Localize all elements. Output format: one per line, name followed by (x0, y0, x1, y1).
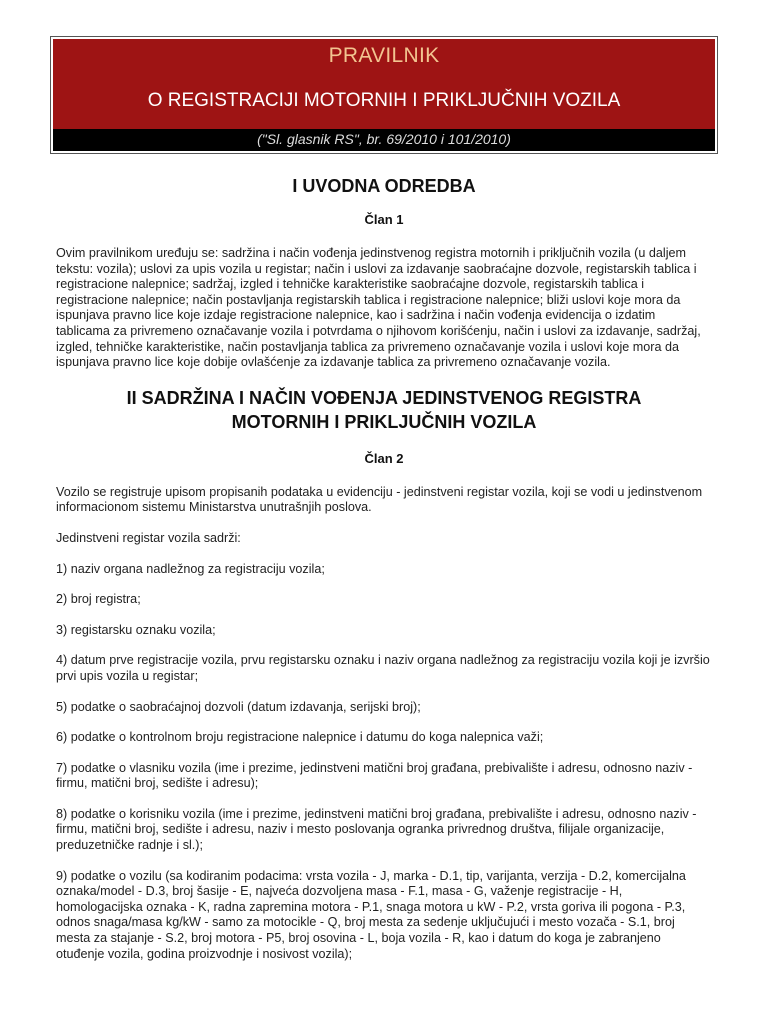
document-title: PRAVILNIK (328, 44, 440, 67)
section-heading-2-line-2: MOTORNIH I PRIKLJUČNIH VOZILA (231, 411, 537, 432)
list-item: 9) podatke o vozilu (sa kodiranim podacima: vrsta vozila - J, marka - D.1, tip, varijanta, verzija - D.2, komercijalna oznaka/model - D.3, broj šasije - E, najveća dozvoljena masa - F.1, masa - G, važenje registracije - H, homologacijska oznaka - K, radna zapremina motora - P.1, snaga motora u kW - P.2, vrsta goriva ili pogona - P.3, odnos snaga/masa kg/kW - samo za motocikle - Q, broj mesta za sedenje uključujući i mesto vozača - S.1, broj mesta za stajanje - S.2, broj motora - P5, broj osovina - L, boja vozila - R, kao i datum do koga je zabranjeno otuđenje vozila, godina proizvodnje i nosivost vozila); (56, 868, 686, 961)
article-2-paragraph: Vozilo se registruje upisom propisanih podataka u evidenciju - jedinstveni registar vozila, koji se vodi u jedinstvenom informacionom sistemu Ministarstva unutrašnjih poslova. (56, 484, 703, 515)
document-subtitle: O REGISTRACIJI MOTORNIH I PRIKLJUČNIH VOZILA (147, 90, 621, 111)
document-body (56, 174, 712, 962)
section-heading-2-line-1: II SADRŽINA I NAČIN VOĐENJA JEDINSTVENOG REGISTRA (126, 387, 642, 408)
gazette-reference: ("Sl. glasnik RS", br. 69/2010 i 101/2010) (53, 129, 715, 151)
list-item: 3) registarsku oznaku vozila; (56, 622, 216, 637)
list-item: 7) podatke o vlasniku vozila (ime i prezime, jedinstveni matični broj građana, prebivalište i adresu, odnosno naziv - firmu, matični broj, sedište i adresu); (56, 760, 693, 791)
list-item: 4) datum prve registracije vozila, prvu registarsku oznaku i naziv organa nadležnog za registraciju vozila koji je izvršio prvi upis vozila u registar; (56, 653, 710, 683)
list-item: 6) podatke o kontrolnom broju registracione nalepnice i datumu do koga nalepnica važi; (56, 730, 544, 745)
list-item: 1) naziv organa nadležnog za registraciju vozila; (56, 561, 325, 576)
list-item: 5) podatke o saobraćajnoj dozvoli (datum izdavanja, serijski broj); (56, 699, 421, 714)
article-2-paragraph: Jedinstveni registar vozila sadrži: (56, 530, 241, 545)
header-title-band (53, 39, 715, 129)
section-heading-1: I UVODNA ODREDBA (292, 176, 476, 196)
list-item: 2) broj registra; (56, 592, 141, 607)
article-heading-1: Član 1 (364, 212, 404, 227)
section-heading-2 (56, 386, 712, 434)
list-item: 8) podatke o korisniku vozila (ime i prezime, jedinstveni matični broj građana, prebivalište i adresu, odnosno naziv - firmu, matični broj, sedište i adresu, naziv i mesto poslovanja ogranka privrednog društva, filijale organizacije, preduzetničke radnje i sl.); (56, 806, 697, 853)
article-heading-2: Član 2 (364, 450, 404, 466)
article-1-paragraph: Ovim pravilnikom uređuju se: sadržina i način vođenja jedinstvenog registra motornih i priključnih vozila (u daljem tekstu: vozila); uslovi za upis vozila u registar; način i uslovi za izdavanje saobraćajne dozvole, registarskih tablica i registracione nalepnice; sadržaj, izgled i tehničke karakteristike saobraćajne dozvole, registarskih tablica i registracione nalepnice; način postavljanja registarskih tablica i registracione nalepnice; bliži uslovi koje mora da ispunjava pravno lice koje izdaje registracione nalepnice, kao i sadržina i način vođenja evidencija o izdatim tablicama za privremeno označavanje vozila i potvrdama o njihovom korišćenju, način i uslovi za izdavanje, sadržaj, izgled, tehničke karakteristike, način postavljanja tablica za privremeno označavanje vozila i uslovi koje mora da ispunjava pravno lice koje dobije ovlašćenje za izdavanje tablica za privremeno označavanje vozila. (56, 246, 701, 370)
document-header (50, 36, 718, 154)
